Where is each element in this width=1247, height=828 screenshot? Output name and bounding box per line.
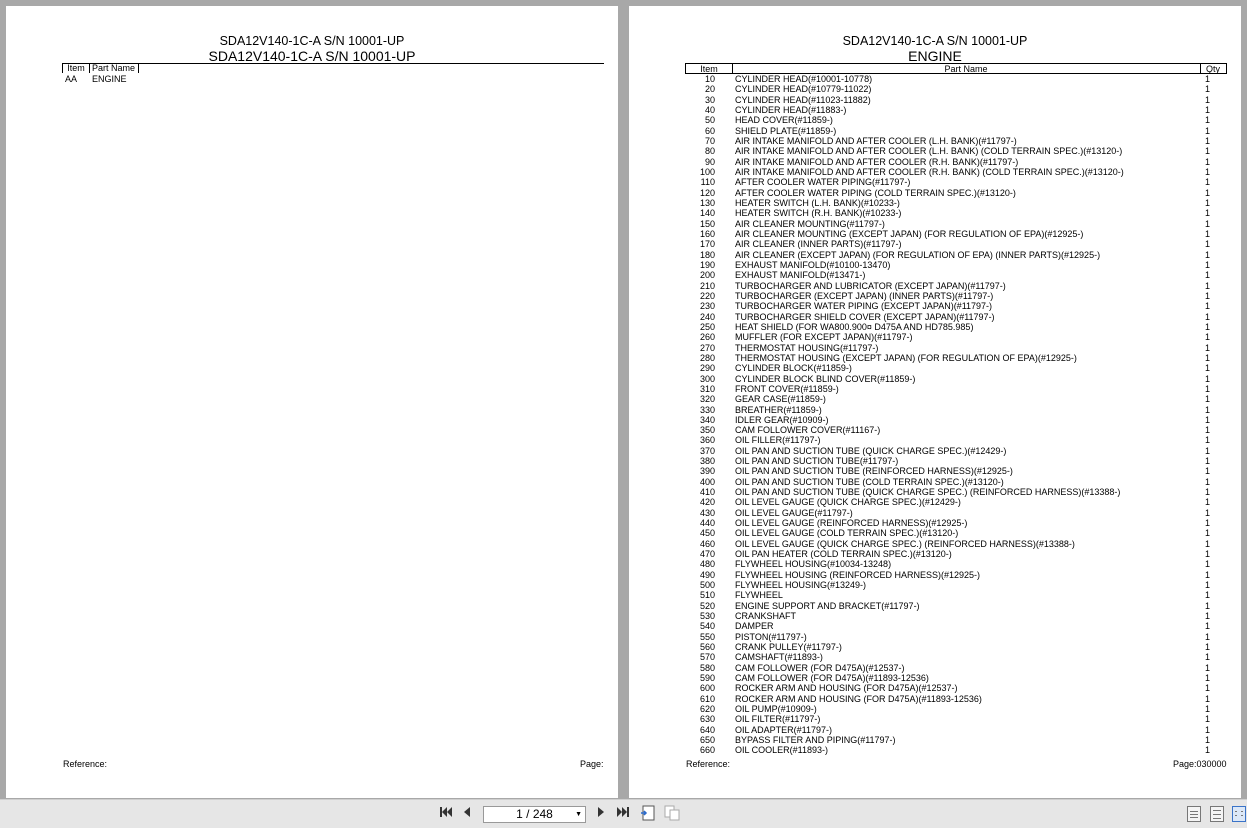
- table-row: [685, 312, 1227, 322]
- table-row: [685, 466, 1227, 476]
- table-row: [685, 126, 1227, 136]
- table-row: [685, 621, 1227, 631]
- table-row: [685, 590, 1227, 600]
- item-number: 470: [699, 549, 715, 560]
- quantity: 1: [1205, 487, 1211, 498]
- quantity: 1: [1205, 538, 1211, 549]
- part-name: HEAD COVER(#11859-): [735, 115, 833, 126]
- item-number: 640: [699, 724, 715, 735]
- table-row: [685, 487, 1227, 497]
- part-name: CYLINDER HEAD(#11023-11882): [735, 94, 871, 105]
- table-row: [685, 456, 1227, 466]
- item-number: 340: [699, 414, 715, 425]
- table-row: [685, 559, 1227, 569]
- part-name: OIL ADAPTER(#11797-): [735, 724, 833, 735]
- item-number: 510: [699, 590, 715, 601]
- document-page-left: [6, 6, 618, 798]
- table-row: [685, 539, 1227, 549]
- table-row: [685, 446, 1227, 456]
- table-row: [685, 704, 1227, 714]
- quantity: 1: [1205, 104, 1211, 115]
- table-header: [685, 63, 1227, 74]
- part-name: AIR INTAKE MANIFOLD AND AFTER COOLER (L.H. BANK) (COLD TERRAIN SPEC.)(#13120-): [735, 146, 1123, 157]
- item-number: 100: [699, 166, 715, 177]
- table-row: [685, 528, 1227, 538]
- page-header-title: ENGINE: [908, 48, 962, 64]
- part-name: AFTER COOLER WATER PIPING(#11797-): [735, 177, 911, 188]
- quantity: 1: [1205, 290, 1211, 301]
- quantity: 1: [1205, 466, 1211, 477]
- part-name: OIL PAN AND SUCTION TUBE (QUICK CHARGE SPEC.)(#12429-): [735, 445, 1007, 456]
- table-row: [685, 157, 1227, 167]
- quantity: 1: [1205, 259, 1211, 270]
- item-number: 140: [699, 208, 715, 219]
- quantity: 1: [1205, 425, 1211, 436]
- item-number: 500: [699, 580, 715, 591]
- table-row: [685, 601, 1227, 611]
- last-page-icon[interactable]: [615, 805, 631, 823]
- quantity: 1: [1205, 714, 1211, 725]
- item-number: 490: [699, 569, 715, 580]
- quantity: 1: [1205, 197, 1211, 208]
- page-number-label: Page:: [580, 759, 604, 769]
- item-number: 200: [699, 270, 715, 281]
- quantity: 1: [1205, 187, 1211, 198]
- quantity: 1: [1205, 166, 1211, 177]
- quantity: 1: [1205, 321, 1211, 332]
- table-row: [685, 281, 1227, 291]
- item-number: 550: [699, 631, 715, 642]
- table-row: [685, 394, 1227, 404]
- table-row: [685, 508, 1227, 518]
- item-number: 630: [699, 714, 715, 725]
- continuous-view-icon[interactable]: [1210, 806, 1224, 822]
- quantity: 1: [1205, 280, 1211, 291]
- item-number: 560: [699, 642, 715, 653]
- table-row: [685, 322, 1227, 332]
- next-page-icon[interactable]: [594, 805, 608, 823]
- col-header-item: Item: [686, 64, 733, 74]
- item-number: 330: [699, 404, 715, 415]
- col-header-item: Item: [62, 63, 90, 73]
- table-row: [685, 663, 1227, 673]
- item-number: 50: [704, 115, 715, 126]
- table-row: [685, 219, 1227, 229]
- quantity: 1: [1205, 652, 1211, 663]
- quantity: 1: [1205, 115, 1211, 126]
- item-number: 590: [699, 673, 715, 684]
- part-name: ENGINE SUPPORT AND BRACKET(#11797-): [735, 600, 920, 611]
- table-row: [685, 549, 1227, 559]
- quantity: 1: [1205, 301, 1211, 312]
- table-row: [685, 745, 1227, 755]
- table-row: [685, 497, 1227, 507]
- part-name: ENGINE: [92, 74, 127, 84]
- part-name: OIL FILTER(#11797-): [735, 714, 821, 725]
- item-number: 580: [699, 662, 715, 673]
- item-number: 190: [699, 259, 715, 270]
- item-number: 180: [699, 249, 715, 260]
- item-number: 320: [699, 394, 715, 405]
- table-row: [685, 260, 1227, 270]
- part-name: CRANK PULLEY(#11797-): [735, 642, 842, 653]
- item-number: 270: [699, 342, 715, 353]
- part-name: CYLINDER HEAD(#10779-11022): [735, 84, 872, 95]
- item-number: 260: [699, 332, 715, 343]
- quantity: 1: [1205, 218, 1211, 229]
- quantity: 1: [1205, 228, 1211, 239]
- part-name: OIL PUMP(#10909-): [735, 704, 817, 715]
- table-row: [685, 611, 1227, 621]
- part-name: OIL PAN AND SUCTION TUBE (COLD TERRAIN SPEC.)(#13120-): [735, 476, 1004, 487]
- table-row: [685, 580, 1227, 590]
- item-number: 60: [704, 125, 715, 136]
- table-row: [685, 105, 1227, 115]
- continuous-icon[interactable]: [663, 805, 681, 823]
- item-number: AA: [65, 74, 78, 84]
- quantity: 1: [1205, 476, 1211, 487]
- quantity: 1: [1205, 249, 1211, 260]
- part-name: AIR CLEANER (INNER PARTS)(#11797-): [735, 239, 902, 250]
- item-number: 520: [699, 600, 715, 611]
- table-row: [685, 735, 1227, 745]
- table-row: [685, 239, 1227, 249]
- part-name: TURBOCHARGER (EXCEPT JAPAN) (INNER PARTS)(#11797-): [735, 290, 994, 301]
- part-name: TURBOCHARGER SHIELD COVER (EXCEPT JAPAN)(#11797-): [735, 311, 995, 322]
- part-name: AIR INTAKE MANIFOLD AND AFTER COOLER (R.H. BANK)(#11797-): [735, 156, 1019, 167]
- quantity: 1: [1205, 373, 1211, 384]
- quantity: 1: [1205, 332, 1211, 343]
- item-number: 530: [699, 611, 715, 622]
- part-name: OIL PAN HEATER (COLD TERRAIN SPEC.)(#13120-): [735, 549, 952, 560]
- viewer-toolbar: [0, 799, 1247, 828]
- item-number: 360: [699, 435, 715, 446]
- part-name: FLYWHEEL HOUSING(#10034-13248): [735, 559, 892, 570]
- page-number-label: Page:030000: [1173, 759, 1227, 769]
- table-row: [685, 291, 1227, 301]
- quantity: 1: [1205, 735, 1211, 745]
- fit-page-icon[interactable]: [639, 805, 657, 823]
- table-row: [685, 146, 1227, 156]
- part-name: OIL PAN AND SUCTION TUBE (REINFORCED HARNESS)(#12925-): [735, 466, 1013, 477]
- item-number: 40: [704, 104, 715, 115]
- item-number: 300: [699, 373, 715, 384]
- part-name: THERMOSTAT HOUSING (EXCEPT JAPAN) (FOR REGULATION OF EPA)(#12925-): [735, 352, 1077, 363]
- quantity: 1: [1205, 342, 1211, 353]
- item-number: 400: [699, 476, 715, 487]
- quantity: 1: [1205, 270, 1211, 281]
- quantity: 1: [1205, 394, 1211, 405]
- quantity: 1: [1205, 311, 1211, 322]
- part-name: OIL LEVEL GAUGE (REINFORCED HARNESS)(#12925-): [735, 518, 968, 529]
- quantity: 1: [1205, 135, 1211, 146]
- table-row: [685, 415, 1227, 425]
- table-row: [685, 74, 1227, 84]
- item-number: 220: [699, 290, 715, 301]
- dropdown-caret-icon[interactable]: ▼: [575, 811, 582, 818]
- item-number: 600: [699, 683, 715, 694]
- part-name: CYLINDER HEAD(#10001-10778): [735, 74, 873, 84]
- quantity: 1: [1205, 683, 1211, 694]
- item-number: 170: [699, 239, 715, 250]
- table-row: [685, 363, 1227, 373]
- quantity: 1: [1205, 518, 1211, 529]
- quantity: 1: [1205, 569, 1211, 580]
- part-name: AIR INTAKE MANIFOLD AND AFTER COOLER (R.H. BANK) (COLD TERRAIN SPEC.)(#13120-): [735, 166, 1124, 177]
- quantity: 1: [1205, 125, 1211, 136]
- page-header-model: SDA12V140-1C-A S/N 10001-UP: [842, 34, 1028, 48]
- reference-label: Reference:: [63, 759, 108, 769]
- item-number: 230: [699, 301, 715, 312]
- quantity: 1: [1205, 177, 1211, 188]
- part-name: IDLER GEAR(#10909-): [735, 414, 829, 425]
- page-header-model: SDA12V140-1C-A S/N 10001-UP: [219, 34, 405, 48]
- item-number: 250: [699, 321, 715, 332]
- quantity: 1: [1205, 600, 1211, 611]
- quantity: 1: [1205, 208, 1211, 219]
- part-name: THERMOSTAT HOUSING(#11797-): [735, 342, 879, 353]
- quantity: 1: [1205, 507, 1211, 518]
- table-row: [685, 332, 1227, 342]
- part-name: OIL PAN AND SUCTION TUBE(#11797-): [735, 456, 899, 467]
- table-row: [685, 725, 1227, 735]
- item-number: 90: [704, 156, 715, 167]
- item-number: 390: [699, 466, 715, 477]
- quantity: 1: [1205, 745, 1211, 756]
- item-number: 210: [699, 280, 715, 291]
- item-number: 380: [699, 456, 715, 467]
- part-name: FLYWHEEL HOUSING (REINFORCED HARNESS)(#12925-): [735, 569, 981, 580]
- table-row: [685, 652, 1227, 662]
- table-row: [685, 84, 1227, 94]
- part-name: OIL PAN AND SUCTION TUBE (QUICK CHARGE SPEC.) (REINFORCED HARNESS)(#13388-): [735, 487, 1121, 498]
- table-row: [685, 570, 1227, 580]
- item-number: 20: [704, 84, 715, 95]
- quantity: 1: [1205, 456, 1211, 467]
- page-header-title: SDA12V140-1C-A S/N 10001-UP: [208, 48, 416, 64]
- table-row: [685, 632, 1227, 642]
- quantity: 1: [1205, 383, 1211, 394]
- table-row: [685, 642, 1227, 652]
- part-name: PISTON(#11797-): [735, 631, 807, 642]
- item-number: 460: [699, 538, 715, 549]
- part-name: OIL COOLER(#11893-): [735, 745, 829, 756]
- col-header-part-name: Part Name: [89, 63, 139, 73]
- quantity: 1: [1205, 621, 1211, 632]
- item-number: 30: [704, 94, 715, 105]
- page-indicator: 1 / 248: [516, 807, 553, 821]
- table-row: [685, 115, 1227, 125]
- part-name: AFTER COOLER WATER PIPING (COLD TERRAIN SPEC.)(#13120-): [735, 187, 1016, 198]
- part-name: CAM FOLLOWER COVER(#11167-): [735, 425, 881, 436]
- quantity: 1: [1205, 445, 1211, 456]
- quantity: 1: [1205, 435, 1211, 446]
- table-row: [685, 384, 1227, 394]
- part-name: ROCKER ARM AND HOUSING (FOR D475A)(#11893-12536): [735, 693, 982, 704]
- table-row: [685, 229, 1227, 239]
- item-number: 410: [699, 487, 715, 498]
- part-name: CYLINDER HEAD(#11883-): [735, 104, 847, 115]
- item-number: 240: [699, 311, 715, 322]
- quantity: 1: [1205, 528, 1211, 539]
- parts-table: [685, 63, 1227, 756]
- first-page-icon[interactable]: [438, 805, 454, 823]
- table-row: [685, 167, 1227, 177]
- table-row: [685, 518, 1227, 528]
- table-row: [685, 353, 1227, 363]
- quantity: 1: [1205, 156, 1211, 167]
- table-row: [685, 270, 1227, 280]
- table-row: [685, 477, 1227, 487]
- part-name: HEAT SHIELD (FOR WA800.900¤ D475A AND HD785.985): [735, 321, 974, 332]
- table-row: [685, 673, 1227, 683]
- col-header-part-name: Part Name: [732, 64, 1201, 74]
- item-number: 120: [699, 187, 715, 198]
- item-number: 110: [700, 177, 715, 188]
- item-number: 150: [699, 218, 715, 229]
- part-name: TURBOCHARGER WATER PIPING (EXCEPT JAPAN)(#11797-): [735, 301, 993, 312]
- reference-label: Reference:: [686, 759, 731, 769]
- item-number: 620: [699, 704, 715, 715]
- table-row: [685, 683, 1227, 693]
- part-name: BYPASS FILTER AND PIPING(#11797-): [735, 735, 896, 745]
- item-number: 70: [704, 135, 715, 146]
- part-name: OIL FILLER(#11797-): [735, 435, 821, 446]
- item-number: 350: [699, 425, 715, 436]
- item-number: 370: [699, 445, 715, 456]
- quantity: 1: [1205, 94, 1211, 105]
- quantity: 1: [1205, 662, 1211, 673]
- part-name: AIR INTAKE MANIFOLD AND AFTER COOLER (L.H. BANK)(#11797-): [735, 135, 1017, 146]
- part-name: GEAR CASE(#11859-): [735, 394, 826, 405]
- table-row: [685, 188, 1227, 198]
- quantity: 1: [1205, 239, 1211, 250]
- part-name: CAMSHAFT(#11893-): [735, 652, 823, 663]
- part-name: MUFFLER (FOR EXCEPT JAPAN)(#11797-): [735, 332, 913, 343]
- item-number: 430: [699, 507, 715, 518]
- part-name: CYLINDER BLOCK BLIND COVER(#11859-): [735, 373, 916, 384]
- table-row: [685, 374, 1227, 384]
- quantity: 1: [1205, 693, 1211, 704]
- table-body: [685, 74, 1227, 756]
- part-name: AIR CLEANER (EXCEPT JAPAN) (FOR REGULATION OF EPA) (INNER PARTS)(#12925-): [735, 249, 1101, 260]
- item-number: 440: [699, 518, 715, 529]
- table-row: [685, 405, 1227, 415]
- part-name: OIL LEVEL GAUGE (QUICK CHARGE SPEC.) (REINFORCED HARNESS)(#13388-): [735, 538, 1075, 549]
- single-page-view-icon[interactable]: [1187, 806, 1201, 822]
- item-number: 10: [704, 74, 715, 84]
- part-name: TURBOCHARGER AND LUBRICATOR (EXCEPT JAPAN)(#11797-): [735, 280, 1006, 291]
- part-name: EXHAUST MANIFOLD(#13471-): [735, 270, 866, 281]
- part-name: HEATER SWITCH (L.H. BANK)(#10233-): [735, 197, 900, 208]
- item-number: 480: [699, 559, 715, 570]
- quantity: 1: [1205, 580, 1211, 591]
- item-number: 290: [699, 363, 715, 374]
- part-name: EXHAUST MANIFOLD(#10100-13470): [735, 259, 891, 270]
- table-row: [685, 250, 1227, 260]
- item-number: 540: [699, 621, 715, 632]
- part-name: CAM FOLLOWER (FOR D475A)(#12537-): [735, 662, 905, 673]
- two-page-view-icon[interactable]: [1232, 806, 1246, 822]
- item-number: 280: [699, 352, 715, 363]
- quantity: 1: [1205, 724, 1211, 735]
- part-name: OIL LEVEL GAUGE (QUICK CHARGE SPEC.)(#12429-): [735, 497, 961, 508]
- prev-page-icon[interactable]: [460, 805, 474, 823]
- part-name: AIR CLEANER MOUNTING(#11797-): [735, 218, 885, 229]
- part-name: HEATER SWITCH (R.H. BANK)(#10233-): [735, 208, 902, 219]
- item-number: 610: [699, 693, 715, 704]
- document-page-right: [629, 6, 1241, 798]
- quantity: 1: [1205, 404, 1211, 415]
- part-name: OIL LEVEL GAUGE (COLD TERRAIN SPEC.)(#13120-): [735, 528, 959, 539]
- table-row: [685, 435, 1227, 445]
- item-number: 660: [699, 745, 715, 756]
- item-number: 450: [699, 528, 715, 539]
- part-name: CRANKSHAFT: [735, 611, 797, 622]
- table-row: [685, 95, 1227, 105]
- part-name: SHIELD PLATE(#11859-): [735, 125, 837, 136]
- quantity: 1: [1205, 590, 1211, 601]
- item-number: 650: [699, 735, 715, 745]
- part-name: ROCKER ARM AND HOUSING (FOR D475A)(#12537-): [735, 683, 958, 694]
- quantity: 1: [1205, 74, 1211, 84]
- table-row: [685, 694, 1227, 704]
- table-row: [685, 714, 1227, 724]
- header-rule: [62, 63, 604, 64]
- item-number: 130: [699, 197, 715, 208]
- table-row: [685, 425, 1227, 435]
- item-number: 80: [704, 146, 715, 157]
- col-header-qty: Qty: [1205, 64, 1220, 74]
- quantity: 1: [1205, 549, 1211, 560]
- part-name: AIR CLEANER MOUNTING (EXCEPT JAPAN) (FOR REGULATION OF EPA)(#12925-): [735, 228, 1084, 239]
- part-name: FLYWHEEL: [735, 590, 783, 601]
- quantity: 1: [1205, 559, 1211, 570]
- quantity: 1: [1205, 631, 1211, 642]
- part-name: CYLINDER BLOCK(#11859-): [735, 363, 852, 374]
- table-row: [685, 136, 1227, 146]
- item-number: 160: [699, 228, 715, 239]
- part-name: OIL LEVEL GAUGE(#11797-): [735, 507, 853, 518]
- part-name: DAMPER: [735, 621, 774, 632]
- quantity: 1: [1205, 704, 1211, 715]
- quantity: 1: [1205, 414, 1211, 425]
- part-name: BREATHER(#11859-): [735, 404, 822, 415]
- quantity: 1: [1205, 352, 1211, 363]
- item-number: 420: [699, 497, 715, 508]
- part-name: FLYWHEEL HOUSING(#13249-): [735, 580, 867, 591]
- part-name: CAM FOLLOWER (FOR D475A)(#11893-12536): [735, 673, 929, 684]
- table-row: [685, 301, 1227, 311]
- item-number: 310: [699, 383, 715, 394]
- table-row: [685, 208, 1227, 218]
- table-row: [685, 198, 1227, 208]
- table-row: [685, 343, 1227, 353]
- quantity: 1: [1205, 642, 1211, 653]
- quantity: 1: [1205, 497, 1211, 508]
- quantity: 1: [1205, 84, 1211, 95]
- quantity: 1: [1205, 146, 1211, 157]
- item-number: 570: [699, 652, 715, 663]
- part-name: FRONT COVER(#11859-): [735, 383, 839, 394]
- quantity: 1: [1205, 611, 1211, 622]
- table-row: [685, 177, 1227, 187]
- quantity: 1: [1205, 673, 1211, 684]
- page-number-input[interactable]: [483, 806, 586, 823]
- quantity: 1: [1205, 363, 1211, 374]
